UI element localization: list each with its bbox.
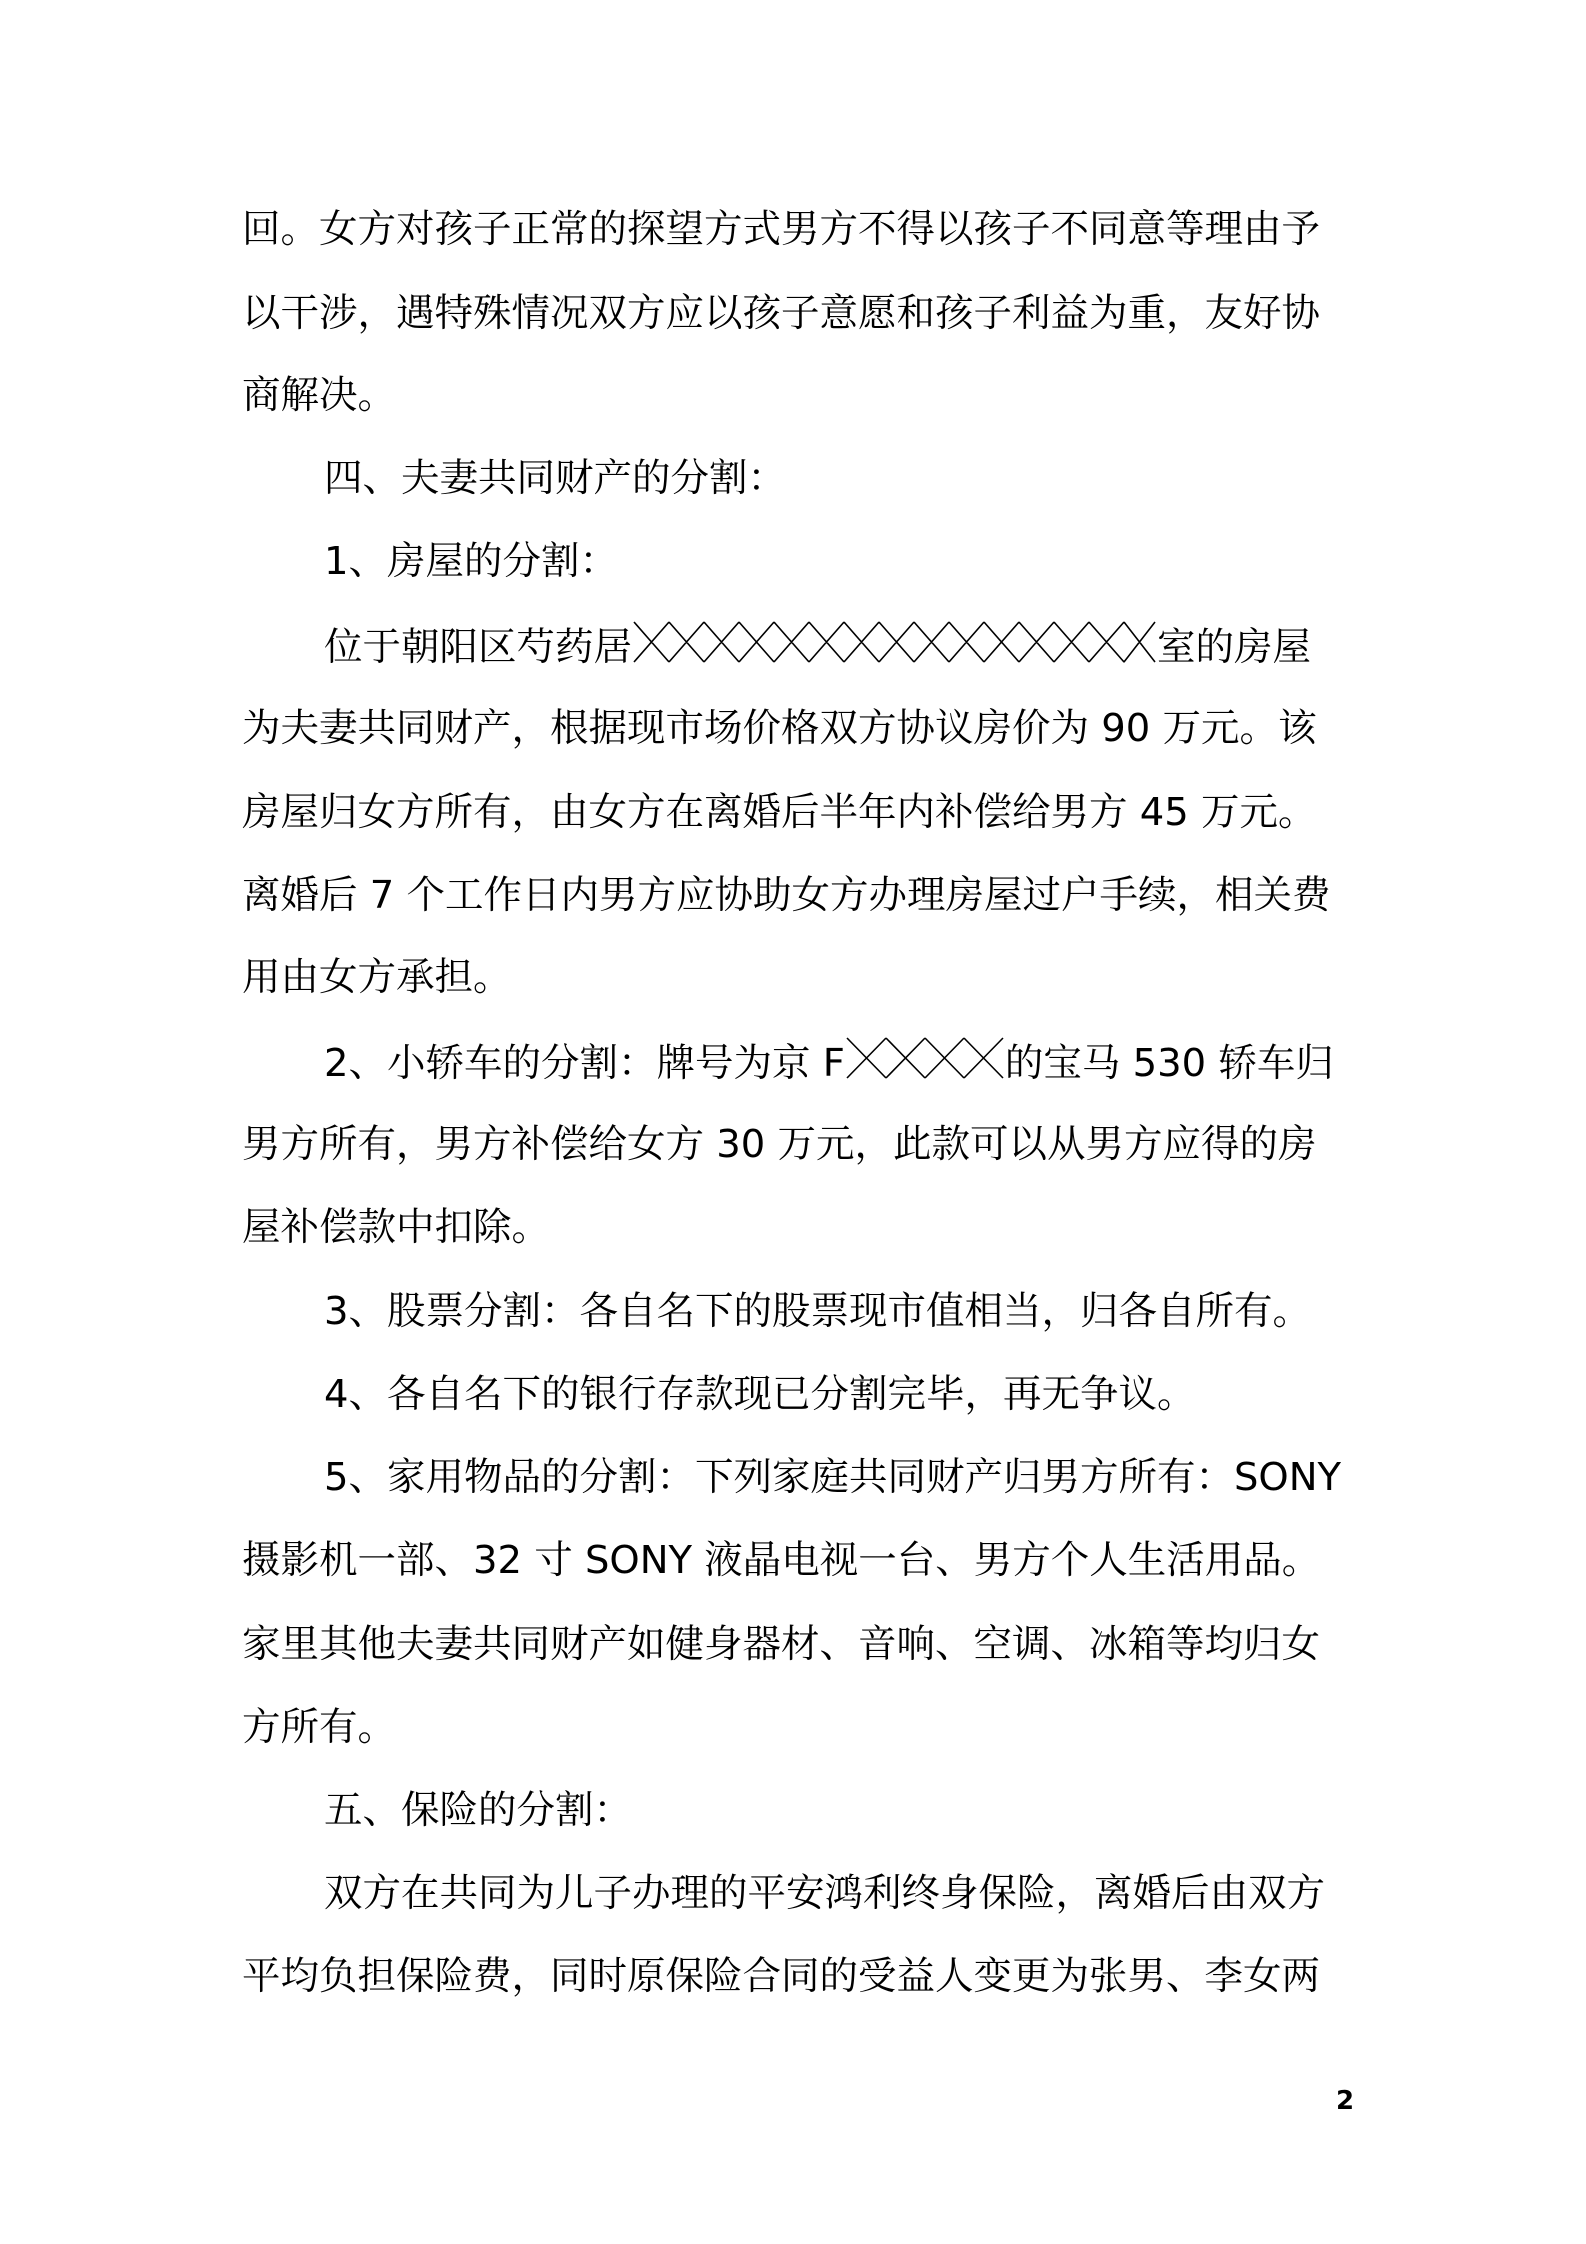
text-line: 回。女方对孩子正常的探望方式男方不得以孩子不同意等理由予 [242, 207, 1321, 252]
text-line: 为夫妻共同财产，根据现市场价格双方协议房价为 90 万元。该 [242, 706, 1317, 751]
text-segment: 位于朝阳区芍药居 [324, 625, 633, 670]
text-line: 商解决。 [242, 373, 397, 418]
subsection-heading: 1、房屋的分割： [324, 539, 618, 584]
text-segment: 2、小轿车的分割：牌号为京 F [324, 1041, 845, 1086]
text-line: 平均负担保险费，同时原保险合同的受益人变更为张男、李女两 [242, 1954, 1321, 1999]
text-line: 3、股票分割：各自名下的股票现市值相当，归各自所有。 [324, 1289, 1311, 1334]
section-heading: 五、保险的分割： [324, 1788, 633, 1833]
text-line: 离婚后 7 个工作日内男方应协助女方办理房屋过户手续，相关费 [242, 873, 1331, 918]
text-line: 5、家用物品的分割：下列家庭共同财产归男方所有：SONY [324, 1455, 1342, 1500]
section-heading: 四、夫妻共同财产的分割： [324, 456, 787, 501]
page-number: 2 [1336, 2086, 1355, 2116]
text-line: 家里其他夫妻共同财产如健身器材、音响、空调、冰箱等均归女 [242, 1622, 1321, 1667]
text-line: 方所有。 [242, 1705, 397, 1750]
text-line: 男方所有，男方补偿给女方 30 万元，此款可以从男方应得的房 [242, 1122, 1317, 1167]
text-segment: 的宝马 530 轿车归 [1004, 1041, 1334, 1086]
redaction-mark [845, 1036, 1005, 1080]
text-line: 用由女方承担。 [242, 955, 512, 1000]
redaction-mark [632, 620, 1157, 664]
text-line: 以干涉，遇特殊情况双方应以孩子意愿和孩子利益为重，友好协 [242, 291, 1321, 336]
text-line: 屋补偿款中扣除。 [242, 1205, 551, 1250]
text-line: 房屋归女方所有，由女方在离婚后半年内补偿给男方 45 万元。 [242, 790, 1317, 835]
text-segment: 室的房屋 [1157, 625, 1312, 670]
text-line: 4、各自名下的银行存款现已分割完毕，再无争议。 [324, 1372, 1196, 1417]
text-line-with-redaction [324, 1036, 1357, 1090]
text-line: 双方在共同为儿子办理的平安鸿利终身保险，离婚后由双方 [324, 1871, 1326, 1916]
text-line: 摄影机一部、32 寸 SONY 液晶电视一台、男方个人生活用品。 [242, 1538, 1321, 1583]
text-line-with-redaction [324, 620, 1357, 674]
